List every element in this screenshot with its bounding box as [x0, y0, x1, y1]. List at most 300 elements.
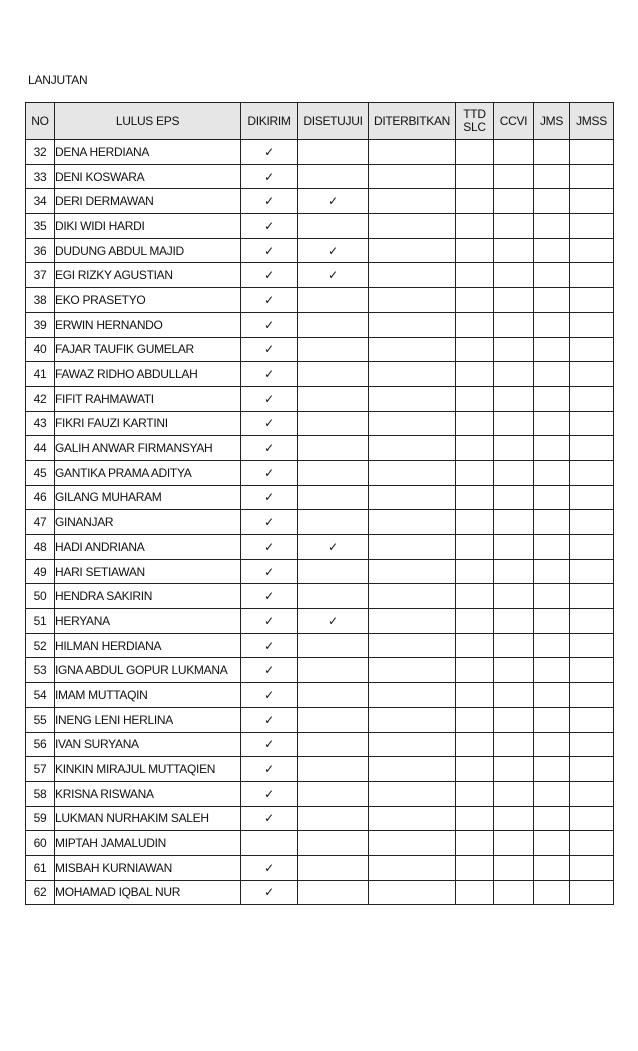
- disetujui-cell: [298, 658, 369, 683]
- row-name-cell: IMAM MUTTAQIN: [55, 683, 241, 708]
- ccvi-cell: [494, 288, 534, 313]
- jmss-cell: [570, 781, 614, 806]
- jms-cell: [534, 633, 570, 658]
- row-name-cell: MISBAH KURNIAWAN: [55, 855, 241, 880]
- dikirim-cell: [241, 707, 298, 732]
- ccvi-cell: [494, 510, 534, 535]
- table-row: [26, 535, 614, 560]
- row-name-cell: GINANJAR: [55, 510, 241, 535]
- check-icon: ✓: [264, 194, 274, 209]
- check-icon: ✓: [264, 762, 274, 777]
- ttd-slc-cell: [456, 781, 494, 806]
- row-name-cell: EGI RIZKY AGUSTIAN: [55, 263, 241, 288]
- col-header-ttd-slc-label: TTD SLC: [463, 107, 486, 134]
- disetujui-cell: [298, 411, 369, 436]
- jms-cell: [534, 559, 570, 584]
- diterbitkan-cell: [369, 214, 456, 239]
- row-number-cell: 40: [26, 337, 55, 362]
- row-name-cell: HERYANA: [55, 609, 241, 634]
- jmss-cell: [570, 411, 614, 436]
- row-name-cell: KINKIN MIRAJUL MUTTAQIEN: [55, 757, 241, 782]
- diterbitkan-cell: [369, 633, 456, 658]
- jms-cell: [534, 436, 570, 461]
- jms-cell: [534, 732, 570, 757]
- table-row: [26, 140, 614, 165]
- ccvi-cell: [494, 732, 534, 757]
- diterbitkan-cell: [369, 535, 456, 560]
- table-row: [26, 806, 614, 831]
- diterbitkan-cell: [369, 609, 456, 634]
- row-number-cell: 58: [26, 781, 55, 806]
- table-row: [26, 411, 614, 436]
- diterbitkan-cell: [369, 510, 456, 535]
- col-header-jmss: JMSS: [570, 103, 614, 140]
- check-icon: ✓: [264, 292, 274, 307]
- table-row: [26, 238, 614, 263]
- ttd-slc-cell: [456, 855, 494, 880]
- row-name-cell: HENDRA SAKIRIN: [55, 584, 241, 609]
- ccvi-cell: [494, 831, 534, 856]
- diterbitkan-cell: [369, 288, 456, 313]
- jms-cell: [534, 707, 570, 732]
- table-row: [26, 288, 614, 313]
- ccvi-cell: [494, 214, 534, 239]
- row-number-cell: 56: [26, 732, 55, 757]
- dikirim-cell: [241, 633, 298, 658]
- disetujui-cell: [298, 732, 369, 757]
- row-name-cell: KRISNA RISWANA: [55, 781, 241, 806]
- ttd-slc-cell: [456, 535, 494, 560]
- row-number-cell: 35: [26, 214, 55, 239]
- check-icon: ✓: [264, 144, 274, 159]
- jms-cell: [534, 411, 570, 436]
- table-row: [26, 658, 614, 683]
- disetujui-cell: [298, 337, 369, 362]
- check-icon: ✓: [264, 811, 274, 826]
- table-row: [26, 510, 614, 535]
- ccvi-cell: [494, 337, 534, 362]
- diterbitkan-cell: [369, 312, 456, 337]
- check-icon: ✓: [264, 169, 274, 184]
- jms-cell: [534, 609, 570, 634]
- ccvi-cell: [494, 757, 534, 782]
- dikirim-cell: [241, 238, 298, 263]
- jms-cell: [534, 288, 570, 313]
- row-number-cell: 51: [26, 609, 55, 634]
- jms-cell: [534, 386, 570, 411]
- jmss-cell: [570, 460, 614, 485]
- row-name-cell: EKO PRASETYO: [55, 288, 241, 313]
- page-heading: LANJUTAN: [28, 73, 88, 87]
- table-row: [26, 732, 614, 757]
- disetujui-cell: [298, 485, 369, 510]
- row-number-cell: 54: [26, 683, 55, 708]
- ttd-slc-cell: [456, 288, 494, 313]
- jmss-cell: [570, 559, 614, 584]
- row-number-cell: 41: [26, 362, 55, 387]
- col-header-ccvi: CCVI: [494, 103, 534, 140]
- row-name-cell: DIKI WIDI HARDI: [55, 214, 241, 239]
- disetujui-cell: [298, 831, 369, 856]
- diterbitkan-cell: [369, 683, 456, 708]
- ccvi-cell: [494, 312, 534, 337]
- row-number-cell: 59: [26, 806, 55, 831]
- row-name-cell: DENA HERDIANA: [55, 140, 241, 165]
- jmss-cell: [570, 855, 614, 880]
- row-number-cell: 33: [26, 164, 55, 189]
- disetujui-cell: [298, 460, 369, 485]
- ccvi-cell: [494, 806, 534, 831]
- jmss-cell: [570, 238, 614, 263]
- disetujui-cell: [298, 312, 369, 337]
- jmss-cell: [570, 485, 614, 510]
- disetujui-cell: [298, 535, 369, 560]
- diterbitkan-cell: [369, 238, 456, 263]
- dikirim-cell: [241, 485, 298, 510]
- diterbitkan-cell: [369, 831, 456, 856]
- row-name-cell: FAWAZ RIDHO ABDULLAH: [55, 362, 241, 387]
- table-header-row: [26, 103, 614, 140]
- table-row: [26, 362, 614, 387]
- diterbitkan-cell: [369, 263, 456, 288]
- ttd-slc-cell: [456, 633, 494, 658]
- ccvi-cell: [494, 460, 534, 485]
- jms-cell: [534, 460, 570, 485]
- ccvi-cell: [494, 609, 534, 634]
- jms-cell: [534, 831, 570, 856]
- check-icon: ✓: [264, 317, 274, 332]
- jmss-cell: [570, 683, 614, 708]
- check-icon: ✓: [264, 638, 274, 653]
- check-icon: ✓: [264, 243, 274, 258]
- dikirim-cell: [241, 362, 298, 387]
- row-name-cell: GALIH ANWAR FIRMANSYAH: [55, 436, 241, 461]
- check-icon: ✓: [264, 391, 274, 406]
- dikirim-cell: [241, 411, 298, 436]
- check-icon: ✓: [264, 860, 274, 875]
- ttd-slc-cell: [456, 436, 494, 461]
- check-icon: ✓: [264, 441, 274, 456]
- jmss-cell: [570, 707, 614, 732]
- disetujui-cell: [298, 214, 369, 239]
- check-icon: ✓: [328, 268, 338, 283]
- row-number-cell: 37: [26, 263, 55, 288]
- check-icon: ✓: [328, 539, 338, 554]
- ccvi-cell: [494, 658, 534, 683]
- ttd-slc-cell: [456, 609, 494, 634]
- jmss-cell: [570, 312, 614, 337]
- dikirim-cell: [241, 436, 298, 461]
- row-name-cell: FIKRI FAUZI KARTINI: [55, 411, 241, 436]
- ccvi-cell: [494, 238, 534, 263]
- disetujui-cell: [298, 683, 369, 708]
- row-name-cell: INENG LENI HERLINA: [55, 707, 241, 732]
- row-name-cell: HILMAN HERDIANA: [55, 633, 241, 658]
- table-row: [26, 189, 614, 214]
- dikirim-cell: [241, 658, 298, 683]
- jmss-cell: [570, 189, 614, 214]
- ccvi-cell: [494, 189, 534, 214]
- dikirim-cell: [241, 288, 298, 313]
- ttd-slc-cell: [456, 880, 494, 905]
- disetujui-cell: [298, 362, 369, 387]
- ccvi-cell: [494, 485, 534, 510]
- ttd-slc-cell: [456, 559, 494, 584]
- jmss-cell: [570, 831, 614, 856]
- diterbitkan-cell: [369, 337, 456, 362]
- diterbitkan-cell: [369, 164, 456, 189]
- ttd-slc-cell: [456, 238, 494, 263]
- ttd-slc-cell: [456, 411, 494, 436]
- diterbitkan-cell: [369, 386, 456, 411]
- check-icon: ✓: [264, 367, 274, 382]
- disetujui-cell: [298, 880, 369, 905]
- dikirim-cell: [241, 757, 298, 782]
- check-icon: ✓: [264, 539, 274, 554]
- jmss-cell: [570, 535, 614, 560]
- ttd-slc-cell: [456, 806, 494, 831]
- check-icon: ✓: [264, 786, 274, 801]
- table-body: [26, 140, 614, 905]
- check-icon: ✓: [264, 663, 274, 678]
- dikirim-cell: [241, 189, 298, 214]
- diterbitkan-cell: [369, 707, 456, 732]
- diterbitkan-cell: [369, 757, 456, 782]
- dikirim-cell: [241, 263, 298, 288]
- row-name-cell: IGNA ABDUL GOPUR LUKMANA: [55, 658, 241, 683]
- ttd-slc-cell: [456, 831, 494, 856]
- jmss-cell: [570, 164, 614, 189]
- ccvi-cell: [494, 386, 534, 411]
- ttd-slc-cell: [456, 312, 494, 337]
- row-name-cell: ERWIN HERNANDO: [55, 312, 241, 337]
- row-name-cell: IVAN SURYANA: [55, 732, 241, 757]
- row-number-cell: 61: [26, 855, 55, 880]
- dikirim-cell: [241, 535, 298, 560]
- jms-cell: [534, 263, 570, 288]
- ttd-slc-cell: [456, 263, 494, 288]
- diterbitkan-cell: [369, 806, 456, 831]
- row-number-cell: 49: [26, 559, 55, 584]
- jms-cell: [534, 806, 570, 831]
- jmss-cell: [570, 609, 614, 634]
- ccvi-cell: [494, 683, 534, 708]
- table-row: [26, 460, 614, 485]
- dikirim-cell: [241, 510, 298, 535]
- row-name-cell: MIPTAH JAMALUDIN: [55, 831, 241, 856]
- disetujui-cell: [298, 436, 369, 461]
- row-name-cell: GILANG MUHARAM: [55, 485, 241, 510]
- jms-cell: [534, 535, 570, 560]
- diterbitkan-cell: [369, 559, 456, 584]
- ccvi-cell: [494, 855, 534, 880]
- check-icon: ✓: [264, 490, 274, 505]
- check-icon: ✓: [264, 687, 274, 702]
- ttd-slc-cell: [456, 189, 494, 214]
- disetujui-cell: [298, 781, 369, 806]
- row-number-cell: 34: [26, 189, 55, 214]
- diterbitkan-cell: [369, 189, 456, 214]
- jmss-cell: [570, 633, 614, 658]
- check-icon: ✓: [264, 342, 274, 357]
- ccvi-cell: [494, 362, 534, 387]
- diterbitkan-cell: [369, 140, 456, 165]
- table-row: [26, 263, 614, 288]
- row-number-cell: 39: [26, 312, 55, 337]
- table-row: [26, 880, 614, 905]
- ttd-slc-cell: [456, 337, 494, 362]
- jmss-cell: [570, 288, 614, 313]
- table-row: [26, 164, 614, 189]
- dikirim-cell: [241, 312, 298, 337]
- jms-cell: [534, 337, 570, 362]
- table-row: [26, 485, 614, 510]
- jms-cell: [534, 781, 570, 806]
- disetujui-cell: [298, 633, 369, 658]
- disetujui-cell: [298, 510, 369, 535]
- row-number-cell: 32: [26, 140, 55, 165]
- row-number-cell: 44: [26, 436, 55, 461]
- row-number-cell: 52: [26, 633, 55, 658]
- col-header-disetujui: DISETUJUI: [298, 103, 369, 140]
- row-number-cell: 53: [26, 658, 55, 683]
- col-header-ttd-slc: [456, 103, 494, 140]
- disetujui-cell: [298, 806, 369, 831]
- ttd-slc-cell: [456, 485, 494, 510]
- diterbitkan-cell: [369, 485, 456, 510]
- jmss-cell: [570, 214, 614, 239]
- table-row: [26, 707, 614, 732]
- table-row: [26, 436, 614, 461]
- dikirim-cell: [241, 781, 298, 806]
- dikirim-cell: [241, 831, 298, 856]
- jmss-cell: [570, 510, 614, 535]
- ttd-slc-cell: [456, 757, 494, 782]
- ttd-slc-cell: [456, 683, 494, 708]
- jms-cell: [534, 855, 570, 880]
- table-row: [26, 214, 614, 239]
- check-icon: ✓: [264, 268, 274, 283]
- col-header-no: NO: [26, 103, 55, 140]
- check-icon: ✓: [264, 589, 274, 604]
- jms-cell: [534, 683, 570, 708]
- disetujui-cell: [298, 386, 369, 411]
- dikirim-cell: [241, 140, 298, 165]
- check-icon: ✓: [264, 218, 274, 233]
- disetujui-cell: [298, 189, 369, 214]
- dikirim-cell: [241, 460, 298, 485]
- ccvi-cell: [494, 584, 534, 609]
- table-row: [26, 584, 614, 609]
- jms-cell: [534, 189, 570, 214]
- jmss-cell: [570, 658, 614, 683]
- check-icon: ✓: [264, 465, 274, 480]
- check-icon: ✓: [328, 613, 338, 628]
- table-row: [26, 757, 614, 782]
- ccvi-cell: [494, 707, 534, 732]
- ttd-slc-cell: [456, 140, 494, 165]
- jmss-cell: [570, 732, 614, 757]
- ttd-slc-cell: [456, 707, 494, 732]
- jms-cell: [534, 584, 570, 609]
- row-name-cell: DUDUNG ABDUL MAJID: [55, 238, 241, 263]
- table-row: [26, 609, 614, 634]
- jmss-cell: [570, 584, 614, 609]
- ttd-slc-cell: [456, 362, 494, 387]
- dikirim-cell: [241, 806, 298, 831]
- jmss-cell: [570, 140, 614, 165]
- check-icon: ✓: [264, 712, 274, 727]
- row-number-cell: 62: [26, 880, 55, 905]
- diterbitkan-cell: [369, 880, 456, 905]
- jmss-cell: [570, 806, 614, 831]
- ccvi-cell: [494, 633, 534, 658]
- disetujui-cell: [298, 609, 369, 634]
- row-name-cell: DENI KOSWARA: [55, 164, 241, 189]
- disetujui-cell: [298, 238, 369, 263]
- table-row: [26, 855, 614, 880]
- row-name-cell: DERI DERMAWAN: [55, 189, 241, 214]
- ccvi-cell: [494, 880, 534, 905]
- row-name-cell: FAJAR TAUFIK GUMELAR: [55, 337, 241, 362]
- col-header-lulus-eps: LULUS EPS: [55, 103, 241, 140]
- row-number-cell: 45: [26, 460, 55, 485]
- jms-cell: [534, 164, 570, 189]
- ccvi-cell: [494, 164, 534, 189]
- check-icon: ✓: [264, 737, 274, 752]
- jms-cell: [534, 238, 570, 263]
- dikirim-cell: [241, 559, 298, 584]
- graduates-status-table: [25, 102, 614, 905]
- jms-cell: [534, 312, 570, 337]
- row-number-cell: 57: [26, 757, 55, 782]
- table-row: [26, 386, 614, 411]
- col-header-jms: JMS: [534, 103, 570, 140]
- ttd-slc-cell: [456, 214, 494, 239]
- diterbitkan-cell: [369, 732, 456, 757]
- jms-cell: [534, 658, 570, 683]
- ttd-slc-cell: [456, 460, 494, 485]
- row-number-cell: 38: [26, 288, 55, 313]
- diterbitkan-cell: [369, 460, 456, 485]
- ttd-slc-cell: [456, 658, 494, 683]
- jms-cell: [534, 485, 570, 510]
- row-name-cell: GANTIKA PRAMA ADITYA: [55, 460, 241, 485]
- row-number-cell: 60: [26, 831, 55, 856]
- disetujui-cell: [298, 757, 369, 782]
- jms-cell: [534, 510, 570, 535]
- ttd-slc-cell: [456, 164, 494, 189]
- dikirim-cell: [241, 683, 298, 708]
- diterbitkan-cell: [369, 658, 456, 683]
- dikirim-cell: [241, 337, 298, 362]
- row-number-cell: 48: [26, 535, 55, 560]
- table-row: [26, 312, 614, 337]
- jmss-cell: [570, 263, 614, 288]
- disetujui-cell: [298, 140, 369, 165]
- ccvi-cell: [494, 535, 534, 560]
- dikirim-cell: [241, 164, 298, 189]
- dikirim-cell: [241, 386, 298, 411]
- jms-cell: [534, 214, 570, 239]
- ttd-slc-cell: [456, 386, 494, 411]
- row-number-cell: 47: [26, 510, 55, 535]
- check-icon: ✓: [264, 885, 274, 900]
- ccvi-cell: [494, 263, 534, 288]
- check-icon: ✓: [328, 194, 338, 209]
- ccvi-cell: [494, 559, 534, 584]
- row-name-cell: HARI SETIAWAN: [55, 559, 241, 584]
